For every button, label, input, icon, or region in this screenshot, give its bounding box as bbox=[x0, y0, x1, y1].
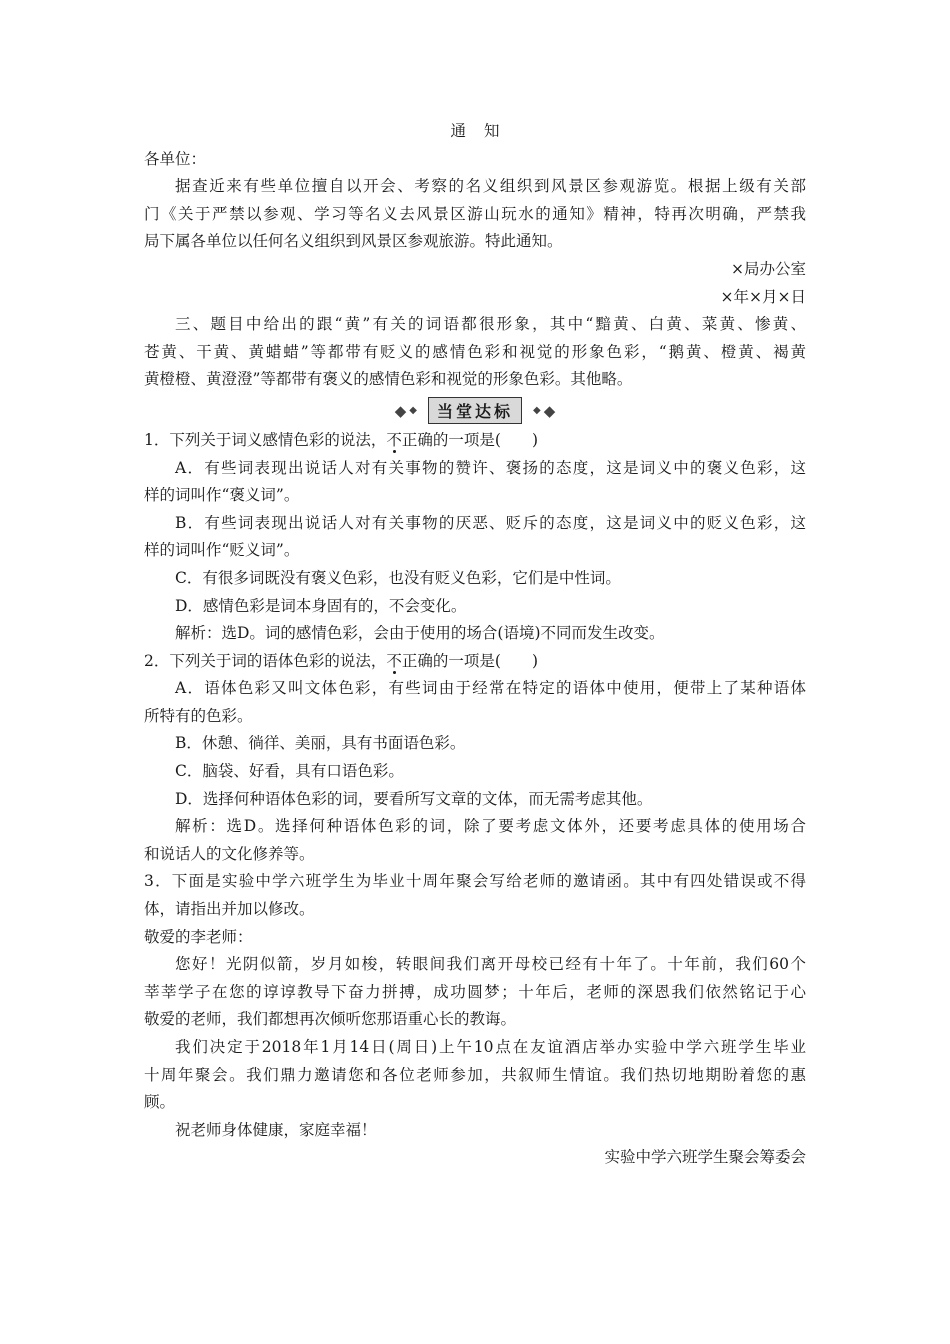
notice-title: 通知 bbox=[450, 122, 518, 140]
answer-line: 三、题目中给出的跟“黄”有关的词语都很形象，其中“黯黄、白黄、菜黄、惨黄、 bbox=[175, 315, 806, 334]
analysis: 解析：选D。词的感情色彩，会由于使用的场合(语境)不同而发生改变。 bbox=[175, 624, 665, 643]
notice-body-line: 据查近来有些单位擅自以开会、考察的名义组织到风景区参观游览。根据上级有关部 bbox=[175, 177, 806, 196]
question-3-stem-cont: 体，请指出并加以修改。 bbox=[144, 900, 315, 919]
option-b: B．休憩、徜徉、美丽，具有书面语色彩。 bbox=[175, 734, 466, 753]
notice-body-line: 局下属各单位以任何名义组织到风景区参观旅游。特此通知。 bbox=[144, 232, 563, 251]
letter-line: 莘莘学子在您的谆谆教导下奋力拼搏，成功圆梦；十年后，老师的深恩我们依然铭记于心 bbox=[144, 982, 806, 1001]
option-a-cont: 样的词叫作“褒义词”。 bbox=[144, 486, 300, 505]
letter-line: 我们决定于2018年1月14日(周日)上午10点在友谊酒店举办实验中学六班学生毕业 bbox=[175, 1038, 806, 1056]
letter-line: 您好！光阴似箭，岁月如梭，转眼间我们离开母校已经有十年了。十年前，我们60个 bbox=[175, 955, 806, 974]
diamond-icon: ◆ bbox=[394, 401, 407, 420]
option-b-cont: 样的词叫作“贬义词”。 bbox=[144, 541, 300, 560]
stem-text: 1．下列关于词义感情色彩的说法， bbox=[144, 430, 387, 449]
diamond-icon: ◆ bbox=[543, 401, 556, 420]
notice-date: ×年×月×日 bbox=[720, 287, 806, 306]
letter-signature: 实验中学六班学生聚会筹委会 bbox=[604, 1148, 806, 1167]
option-d: D．选择何种语体色彩的词，要看所写文章的文体，而无需考虑其他。 bbox=[175, 789, 653, 808]
emphasis-mark: 不 bbox=[386, 651, 402, 670]
emphasis-mark: 不 bbox=[386, 430, 402, 449]
option-c: C．脑袋、好看，具有口语色彩。 bbox=[175, 762, 404, 781]
answer-line: 黄橙橙、黄澄澄”等都带有褒义的感情色彩和视觉的形象色彩。其他略。 bbox=[144, 370, 633, 389]
banner-label: 当堂达标 bbox=[428, 397, 522, 424]
document-page bbox=[144, 118, 806, 1172]
notice-signature: ×局办公室 bbox=[731, 259, 806, 278]
option-b: B．有些词表现出说话人对有关事物的厌恶、贬斥的态度，这是词义中的贬义色彩，这 bbox=[175, 513, 806, 532]
diamond-icon: ◆ bbox=[533, 405, 541, 417]
stem-text: 正确的一项是( ) bbox=[401, 430, 538, 449]
option-c: C．有很多词既没有褒义色彩，也没有贬义色彩，它们是中性词。 bbox=[175, 568, 621, 587]
section-banner bbox=[144, 396, 806, 426]
question-2-stem bbox=[144, 648, 806, 676]
stem-text: 正确的一项是( ) bbox=[401, 651, 538, 670]
option-d: D．感情色彩是词本身固有的，不会变化。 bbox=[175, 596, 467, 615]
letter-line: 顾。 bbox=[144, 1093, 176, 1112]
stem-text: 2．下列关于词的语体色彩的说法， bbox=[144, 651, 387, 670]
notice-body-line: 门《关于严禁以参观、学习等名义去风景区游山玩水的通知》精神，特再次明确，严禁我 bbox=[144, 204, 806, 223]
analysis: 解析：选D。选择何种语体色彩的词，除了要考虑文体外，还要考虑具体的使用场合 bbox=[175, 817, 806, 836]
option-a: A．语体色彩又叫文体色彩，有些词由于经常在特定的语体中使用，便带上了某种语体 bbox=[175, 679, 806, 698]
letter-line: 十周年聚会。我们鼎力邀请您和各位老师参加，共叙师生情谊。我们热切地期盼着您的惠 bbox=[144, 1065, 806, 1084]
option-a-cont: 所特有的色彩。 bbox=[144, 706, 253, 725]
option-a: A．有些词表现出说话人对有关事物的赞许、褒扬的态度，这是词义中的褒义色彩，这 bbox=[175, 458, 806, 477]
question-1-stem bbox=[144, 427, 806, 455]
letter-line: 敬爱的老师，我们都想再次倾听您那语重心长的教诲。 bbox=[144, 1010, 517, 1029]
letter-closing: 祝老师身体健康，家庭幸福！ bbox=[175, 1120, 377, 1139]
letter-salutation: 敬爱的李老师： bbox=[144, 927, 253, 946]
question-3-stem: 3．下面是实验中学六班学生为毕业十周年聚会写给老师的邀请函。其中有四处错误或不得 bbox=[144, 872, 806, 891]
answer-line: 苍黄、干黄、黄蜡蜡”等都带有贬义的感情色彩和视觉的形象色彩，“鹅黄、橙黄、褐黄 bbox=[144, 342, 806, 361]
analysis-cont: 和说话人的文化修养等。 bbox=[144, 844, 315, 863]
diamond-icon: ◆ bbox=[409, 405, 417, 417]
notice-greeting: 各单位： bbox=[144, 149, 207, 168]
